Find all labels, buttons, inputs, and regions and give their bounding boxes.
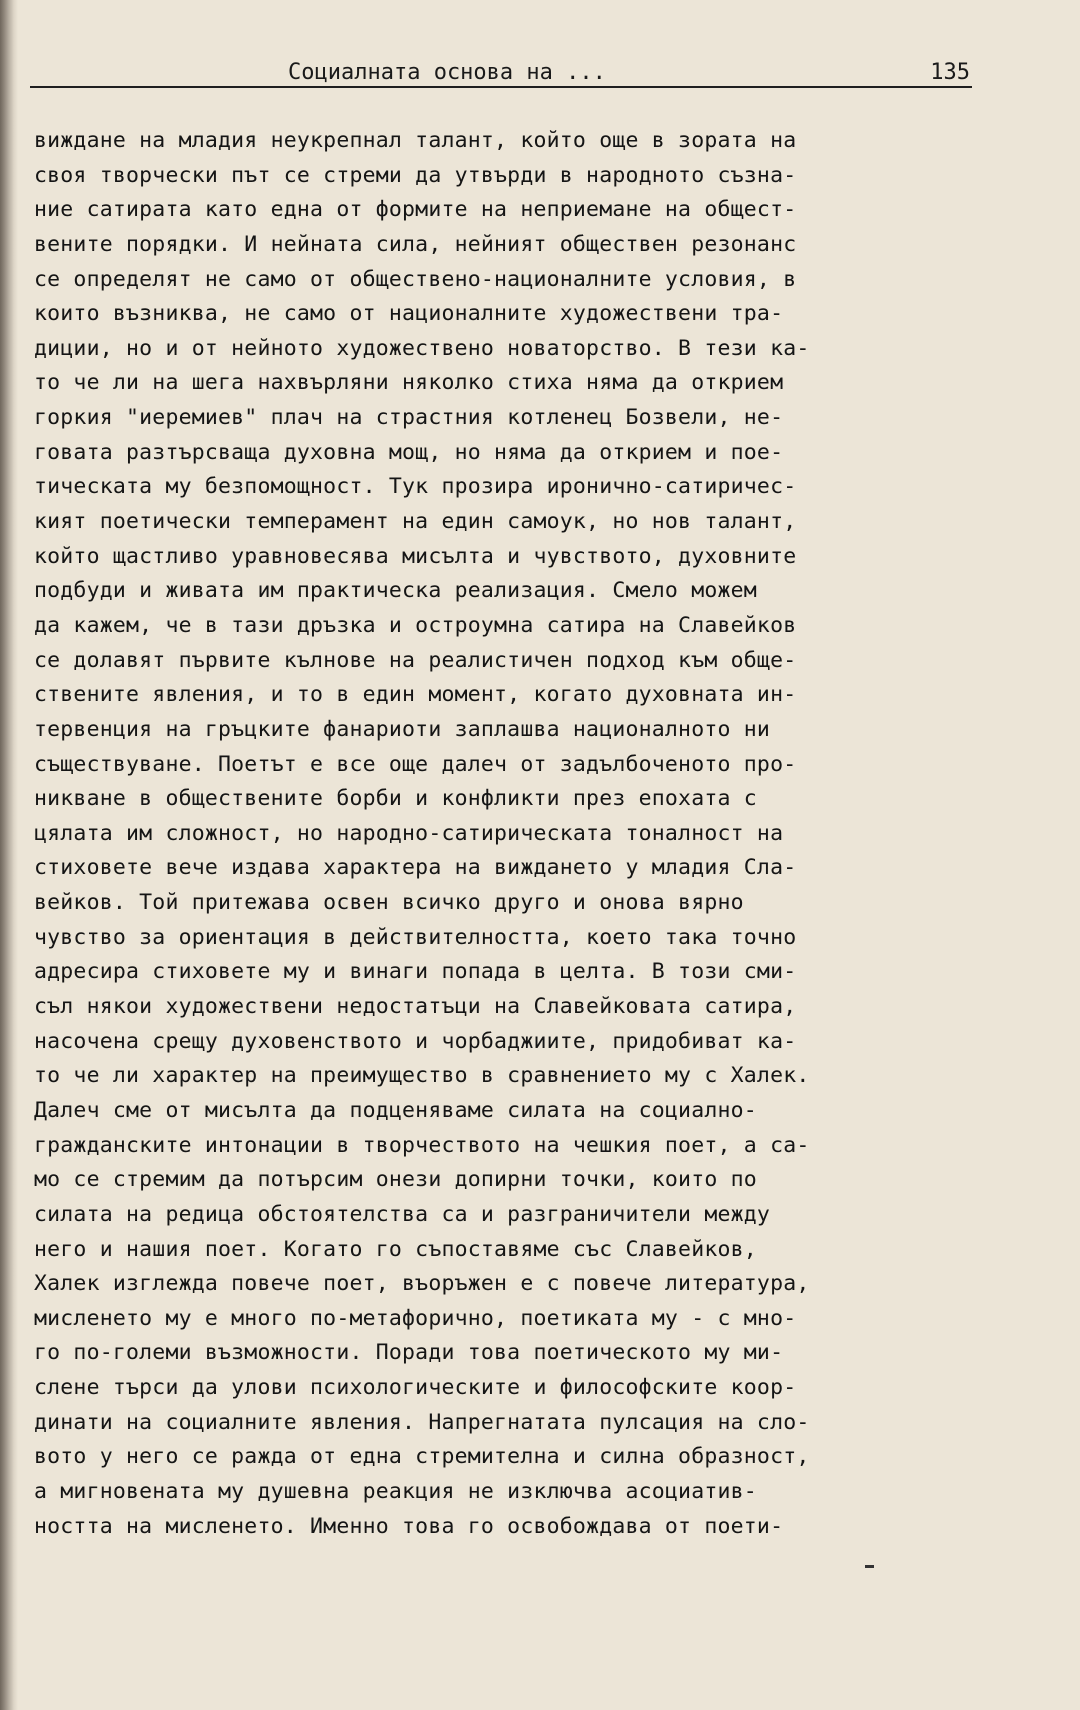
- text-line: мисленето му е много по-метафорично, поетиката му - с мно-: [34, 1305, 797, 1331]
- text-line: вените порядки. И нейната сила, нейният обществен резонанс: [34, 231, 797, 257]
- header-rule: [30, 86, 972, 88]
- text-line: горкия "иеремиев" плач на страстния котленец Бозвели, не-: [34, 405, 784, 431]
- text-line: говата разтърсваща духовна мощ, но няма да открием и пое-: [34, 439, 784, 465]
- text-line: силата на редица обстоятелства са и разграничители между: [34, 1201, 771, 1227]
- stray-ink-mark: [865, 1565, 874, 1568]
- text-line: него и нашия поет. Когато го съпоставяме със Славейков,: [34, 1236, 757, 1262]
- text-line: тическата му безпомощност. Тук прозира иронично-сатиричес-: [34, 474, 797, 500]
- running-title: Социалната основа на ...: [288, 60, 606, 85]
- text-line: съществуване. Поетът е все още далеч от задълбоченото про-: [34, 751, 797, 777]
- text-line: виждане на младия неукрепнал талант, който още в зората на: [34, 128, 797, 153]
- text-line: своя творчески път се стреми да утвърди в народното съзна-: [34, 162, 797, 188]
- text-line: се определят не само от обществено-националните условия, в: [34, 266, 797, 292]
- text-line: Далеч сме от мисълта да подценяваме силата на социално-: [34, 1097, 757, 1123]
- text-line: то че ли на шега нахвърляни няколко стиха няма да открием: [34, 370, 784, 396]
- text-line: съл някои художествени недостатъци на Славейковата сатира,: [34, 994, 797, 1020]
- text-line: вото у него се ражда от една стремителна и силна образност,: [34, 1444, 810, 1470]
- text-line: насочена срещу духовенството и чорбаджиите, придобиват ка-: [34, 1028, 797, 1054]
- text-line: мо се стремим да потърсим онези допирни точки, които по: [34, 1167, 757, 1193]
- text-line: ствените явления, и то в един момент, когато духовната ин-: [34, 682, 797, 708]
- text-line: цялата им сложност, но народно-сатирическата тоналност на: [34, 820, 784, 846]
- binding-shadow: [0, 0, 18, 1710]
- text-line: го по-големи възможности. Поради това поетическото му ми-: [34, 1340, 784, 1366]
- text-line: ността на мисленето. Именно това го освобождава от поети-: [34, 1513, 784, 1539]
- text-line: се долавят първите кълнове на реалистичен подход към обще-: [34, 647, 797, 673]
- text-line: тервенция на гръцките фанариоти заплашва националното ни: [34, 716, 771, 742]
- text-line: стиховете вече издава характера на виждането у младия Сла-: [34, 855, 797, 881]
- text-line: Халек изглежда повече поет, въоръжен е с повече литература,: [34, 1271, 810, 1297]
- text-line: ние сатирата като една от формите на неприемане на общест-: [34, 197, 797, 223]
- text-line: гражданските интонации в творчеството на чешкия поет, а са-: [34, 1132, 810, 1158]
- text-line: диции, но и от нейното художествено новаторство. В тези ка-: [34, 335, 810, 361]
- body-text: [34, 124, 974, 1544]
- text-line: подбуди и живата им практическа реализация. Смело можем: [34, 578, 757, 604]
- text-line: слене търси да улови психологическите и философските коор-: [34, 1375, 797, 1401]
- text-line: кият поетически темперамент на един самоук, но нов талант,: [34, 509, 797, 535]
- text-line: а мигновената му душевна реакция не изключва асоциатив-: [34, 1478, 757, 1504]
- text-line: адресира стиховете му и винаги попада в целта. В този сми-: [34, 959, 797, 985]
- text-line: чувство за ориентация в действителността, което така точно: [34, 924, 797, 950]
- text-line: то че ли характер на преимущество в сравнението му с Халек.: [34, 1063, 810, 1089]
- text-line: никване в обществените борби и конфликти през епохата с: [34, 786, 757, 812]
- text-line: които възниква, не само от националните художествени тра-: [34, 301, 784, 327]
- text-line: динати на социалните явления. Напрегнатата пулсация на сло-: [34, 1409, 810, 1435]
- text-line: да кажем, че в тази дръзка и остроумна сатира на Славейков: [34, 612, 797, 638]
- text-line: който щастливо уравновесява мисълта и чувството, духовните: [34, 543, 797, 569]
- text-line: вейков. Той притежава освен всичко друго и онова вярно: [34, 890, 744, 916]
- page-number: 135: [930, 60, 970, 85]
